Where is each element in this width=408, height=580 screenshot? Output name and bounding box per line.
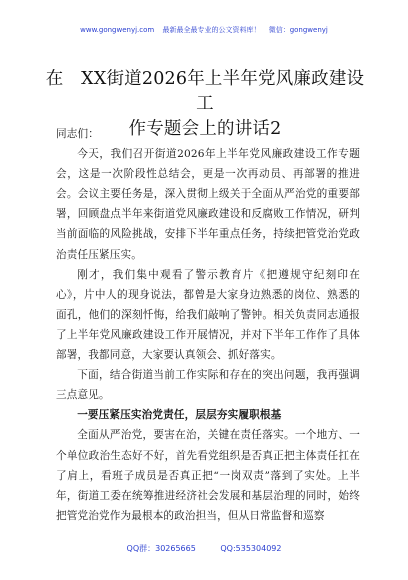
section-heading: 一要压紧压实治党责任，层层夯实履职根基 [77, 409, 282, 422]
title-line-2: 作专题会上的讲话2 [128, 119, 282, 139]
document-body [56, 124, 360, 526]
header-slogan: 最新最全最专业的公文资料库！ [162, 26, 261, 34]
paragraph: 下面，结合街道当前工作实际和存在的突出问题，我再强调三点意见。 [56, 369, 360, 402]
section-paragraph: 全面从严治党，要害在治，关键在责任落实。一个地方、一个单位政治生态好不好，首先看党组织是否真正把主体责任扛在了肩上，看班子成员是否真正把“一岗双责”落到了实处。上半年，街道工委在统筹推进经济社会发展和基层治理的同时，始终把管党治党作为最根本的政治担当，但从日常监督和巡察 [56, 429, 360, 522]
paragraph: 刚才，我们集中观看了警示教育片《把遵规守纪刻印在心》，片中人的现身说法，都曾是大家身边熟悉的岗位、熟悉的面孔，他们的深刻忏悔，给我们敲响了警钟。相关负责同志通报了上半年党风廉政建设工作开展情况，并对下半年工作作了具体部署，我都同意，大家要认真领会、抓好落实。 [56, 268, 360, 362]
site-header [0, 26, 408, 35]
paragraph: 今天，我们召开街道2026年上半年党风廉政建设工作专题会，这是一次阶段性总结会，更是一次再动员、再部署的推进会。会议主要任务是，深入贯彻上级关于全面从严治党的重要部署，回顾盘点半年来街道党风廉政建设和反腐败工作情况，研判当前面临的风险挑战，安排下半年重点任务，持续把管党治党政治责任压紧压实。 [56, 148, 360, 261]
footer-qq-contact: QQ:535304092 [220, 544, 282, 553]
site-footer [0, 544, 408, 554]
salutation: 同志们： [56, 128, 99, 140]
footer-qq-group: QQ群：30265665 [126, 544, 196, 553]
header-website[interactable]: www.gongwenyj.com [80, 26, 155, 34]
title-line-1: 在 XX街道2026年上半年党风廉政建设工 [45, 69, 365, 114]
header-wechat: 微信：gongwenyj [268, 26, 328, 34]
